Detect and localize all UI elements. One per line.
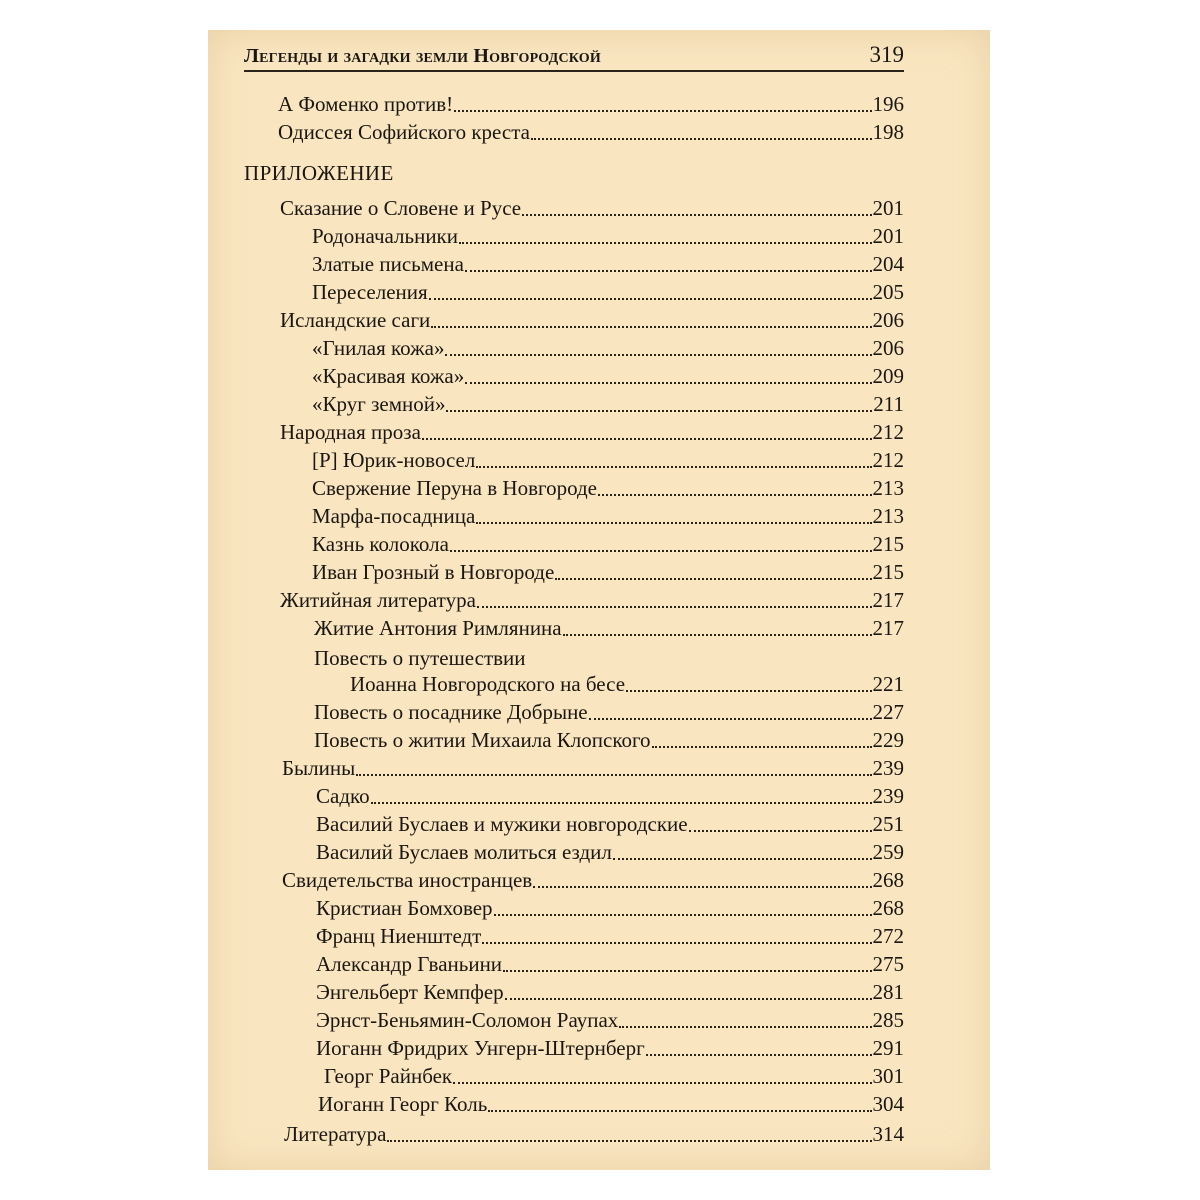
dot-leader xyxy=(531,138,872,140)
toc-entry-page: 217 xyxy=(872,588,904,612)
dot-leader xyxy=(505,998,872,1000)
dot-leader xyxy=(522,214,871,216)
toc-entry[interactable] xyxy=(278,90,904,118)
toc-entry-title: [Р] Юрик-новосел xyxy=(312,448,476,472)
toc-entry-title: Василий Буслаев молиться ездил xyxy=(316,840,612,864)
toc-entry[interactable] xyxy=(316,810,904,838)
toc-entry[interactable] xyxy=(316,782,904,810)
toc-entry[interactable] xyxy=(280,306,904,334)
toc-entry-page: 213 xyxy=(872,504,904,528)
dot-leader xyxy=(589,718,872,720)
dot-leader xyxy=(477,606,872,608)
toc-entry-page: 239 xyxy=(872,784,904,808)
toc-entry[interactable] xyxy=(314,726,904,754)
toc-entry[interactable] xyxy=(316,838,904,866)
dot-leader xyxy=(459,242,872,244)
toc-entry-title: Повесть о житии Михаила Клопского xyxy=(314,728,651,752)
dot-leader xyxy=(613,858,872,860)
toc-entry-title: «Гнилая кожа» xyxy=(312,336,445,360)
dot-leader xyxy=(494,914,872,916)
toc-entry[interactable] xyxy=(312,558,904,586)
toc-entry-title: Свержение Перуна в Новгороде xyxy=(312,476,597,500)
toc-entry-page: 215 xyxy=(872,532,904,556)
toc-entry[interactable] xyxy=(312,502,904,530)
toc-entry-page: 198 xyxy=(872,120,904,144)
toc-entry-title: Переселения xyxy=(312,280,428,304)
toc-entry-title: А Фоменко против! xyxy=(278,92,454,116)
toc-entry-page: 259 xyxy=(872,840,904,864)
toc-entry-title: Житийная литература xyxy=(280,588,476,612)
toc-entry[interactable] xyxy=(324,1062,904,1090)
toc-entry-title: Иоганн Фридрих Унгерн-Штернберг xyxy=(316,1036,645,1060)
dot-leader xyxy=(488,1110,871,1112)
toc-entry-page: 281 xyxy=(872,980,904,1004)
dot-leader xyxy=(465,270,872,272)
toc-entry[interactable] xyxy=(312,474,904,502)
toc-entry[interactable] xyxy=(316,922,904,950)
toc-entry-title: Энгельберт Кемпфер xyxy=(316,980,504,1004)
toc-entry-title: Марфа-посадница xyxy=(312,504,476,528)
toc-entry[interactable] xyxy=(280,194,904,222)
toc-entry[interactable] xyxy=(282,866,904,894)
toc-entry-title: Свидетельства иностранцев xyxy=(282,868,533,892)
toc-entry[interactable] xyxy=(316,1034,904,1062)
toc-entry-page: 304 xyxy=(872,1092,904,1116)
dot-leader xyxy=(476,522,871,524)
toc-entry[interactable] xyxy=(278,118,904,146)
toc-entry-page: 215 xyxy=(872,560,904,584)
dot-leader xyxy=(619,1026,871,1028)
toc-entry-page: 275 xyxy=(872,952,904,976)
toc-entry-page: 205 xyxy=(872,280,904,304)
toc-entry-page: 201 xyxy=(872,196,904,220)
toc-entry-page: 212 xyxy=(872,448,904,472)
toc-entry-page: 211 xyxy=(873,392,904,416)
dot-leader xyxy=(453,1082,871,1084)
toc-entry-page: 201 xyxy=(872,224,904,248)
dot-leader xyxy=(465,382,871,384)
toc-entry-title: Франц Ниенштедт xyxy=(316,924,482,948)
toc-entry[interactable] xyxy=(314,698,904,726)
running-header xyxy=(244,40,904,72)
toc-entry-page: 209 xyxy=(872,364,904,388)
toc-entry-page: 196 xyxy=(872,92,904,116)
toc-entry-page: 204 xyxy=(872,252,904,276)
dot-leader xyxy=(450,550,872,552)
toc-entry-title: Сказание о Словене и Русе xyxy=(280,196,522,220)
dot-leader xyxy=(482,942,871,944)
toc-entry-page: 314 xyxy=(872,1122,904,1146)
toc-entry-title-line[interactable]: Повесть о путешествии xyxy=(314,646,526,670)
dot-leader xyxy=(422,438,872,440)
dot-leader xyxy=(476,466,871,468)
dot-leader xyxy=(563,634,872,636)
toc-entry[interactable] xyxy=(312,250,904,278)
toc-entry-page: 213 xyxy=(872,476,904,500)
toc-entry-page: 291 xyxy=(872,1036,904,1060)
toc-entry-title: Кристиан Бомховер xyxy=(316,896,493,920)
toc-entry-page: 221 xyxy=(872,672,904,696)
toc-entry[interactable] xyxy=(312,530,904,558)
toc-entry[interactable] xyxy=(282,754,904,782)
toc-entry-page: 212 xyxy=(872,420,904,444)
dot-leader xyxy=(652,746,872,748)
toc-entry-title: Иоганн Георг Коль xyxy=(318,1092,488,1116)
toc-entry[interactable] xyxy=(312,222,904,250)
running-header-title: Легенды и загадки земли Новгородской xyxy=(244,45,601,67)
dot-leader xyxy=(598,494,872,496)
toc-entry-title: Одиссея Софийского креста xyxy=(278,120,530,144)
toc-entry-title: Народная проза xyxy=(280,420,421,444)
toc-entry-title: Александр Гваньини xyxy=(316,952,503,976)
toc-entry[interactable] xyxy=(316,894,904,922)
dot-leader xyxy=(454,110,871,112)
toc-entry-page: 268 xyxy=(872,896,904,920)
dot-leader xyxy=(646,1054,872,1056)
toc-entry-title: Повесть о посаднике Добрыне xyxy=(314,700,588,724)
toc-entry-title: Иоанна Новгородского на бесе xyxy=(350,672,626,696)
dot-leader xyxy=(533,886,871,888)
toc-entry-title: Садко xyxy=(316,784,370,808)
toc-entry-page: 239 xyxy=(872,756,904,780)
toc-entry-page: 251 xyxy=(872,812,904,836)
dot-leader xyxy=(445,354,871,356)
toc-entry[interactable] xyxy=(312,446,904,474)
toc-entry-page: 206 xyxy=(872,336,904,360)
toc-entry[interactable] xyxy=(316,1006,904,1034)
toc-entry-title: Родоначальники xyxy=(312,224,458,248)
toc-entry[interactable] xyxy=(350,670,904,698)
toc-entry-title: Василий Буслаев и мужики новгородские xyxy=(316,812,688,836)
toc-entry-title: Былины xyxy=(282,756,356,780)
toc-entry-title: «Красивая кожа» xyxy=(312,364,465,388)
dot-leader xyxy=(371,802,872,804)
toc-entry[interactable] xyxy=(312,334,904,362)
toc-entry-page: 301 xyxy=(872,1064,904,1088)
toc-entry-title: Житие Антония Римлянина xyxy=(314,616,562,640)
toc-entry-page: 268 xyxy=(872,868,904,892)
toc-entry-page: 217 xyxy=(872,616,904,640)
toc-entry-page: 272 xyxy=(872,924,904,948)
dot-leader xyxy=(429,298,872,300)
toc-entry-title: Эрнст-Беньямин-Соломон Раупах xyxy=(316,1008,619,1032)
toc-entry-page: 227 xyxy=(872,700,904,724)
page-number: 319 xyxy=(869,42,904,67)
book-page xyxy=(208,30,990,1170)
toc-entry[interactable] xyxy=(312,390,904,418)
toc-entry-page: 229 xyxy=(872,728,904,752)
dot-leader xyxy=(431,326,871,328)
toc-entry[interactable] xyxy=(314,614,904,642)
toc-entry[interactable] xyxy=(280,586,904,614)
toc-entry[interactable] xyxy=(284,1120,904,1148)
toc-entry-title: Иван Грозный в Новгороде xyxy=(312,560,555,584)
toc-entry-title: Исландские саги xyxy=(280,308,431,332)
toc-entry[interactable] xyxy=(312,278,904,306)
dot-leader xyxy=(626,690,871,692)
toc-entry-page: 285 xyxy=(872,1008,904,1032)
toc-entry[interactable] xyxy=(280,418,904,446)
toc-entry-page: 206 xyxy=(872,308,904,332)
toc-entry-title: Литература xyxy=(284,1122,387,1146)
dot-leader xyxy=(555,578,871,580)
toc-entry[interactable] xyxy=(318,1090,904,1118)
toc-entry[interactable] xyxy=(312,362,904,390)
toc-entry-title: «Круг земной» xyxy=(312,392,446,416)
dot-leader xyxy=(689,830,872,832)
dot-leader xyxy=(446,410,872,412)
dot-leader xyxy=(356,774,871,776)
section-heading: ПРИЛОЖЕНИЕ xyxy=(244,161,394,185)
toc-entry-title: Казнь колокола xyxy=(312,532,449,556)
toc-entry-title: Златые письмена xyxy=(312,252,464,276)
toc-entry[interactable] xyxy=(316,978,904,1006)
dot-leader xyxy=(503,970,871,972)
dot-leader xyxy=(387,1140,871,1142)
toc-entry-title: Георг Райнбек xyxy=(324,1064,453,1088)
toc-entry[interactable] xyxy=(316,950,904,978)
